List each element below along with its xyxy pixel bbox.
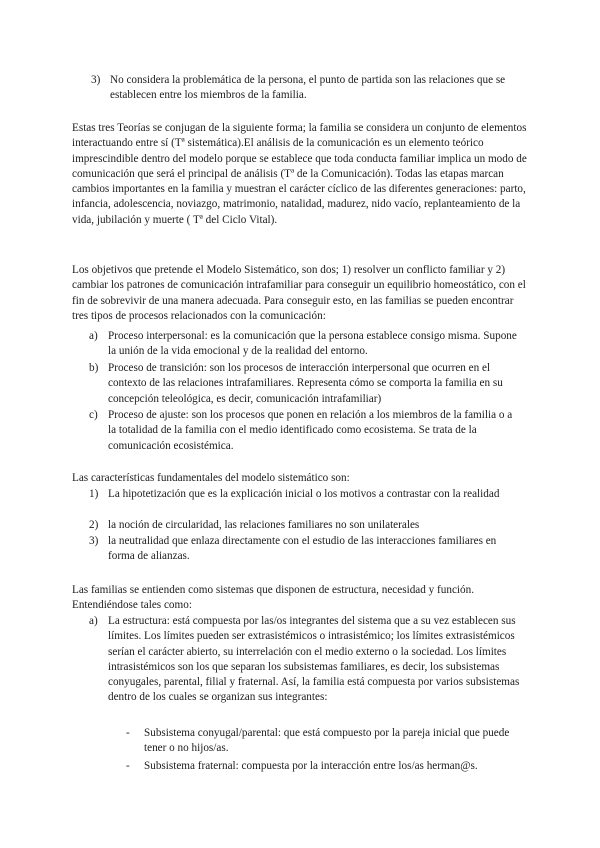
paragraph: Las familias se entienden como sistemas que disponen de estructura, necesidad y función. Entendiéndose tales como: bbox=[72, 584, 475, 612]
list-item-text: la neutralidad que enlaza directamente con el estudio de las interacciones familiares en forma de alianzas. bbox=[108, 535, 497, 563]
list-item-text: La hipotetización que es la explicación inicial o los motivos a contrastar con la realidad bbox=[108, 488, 500, 500]
list-item-text: La estructura: está compuesta por las/os integrantes del sistema que a su vez establecen sus límites. Los límites pueden ser extrasistémicos o intrasistémico; los límites extrasistémicos serían el carácter abierto, su interrelación con el medio externo o la sociedad. Los límites intrasistémicos son los que separan los subsistemas familiares, es decir, los subsistemas conyugales, parental, filial y fraternal. Así, la familia está compuesta por varios subsistemas dentro de los cuales se organizan sus integrantes: bbox=[108, 615, 520, 704]
list-marker: 2) bbox=[89, 519, 99, 531]
list-marker: 3) bbox=[89, 535, 99, 547]
list-marker: c) bbox=[89, 409, 98, 421]
sub-list-item-text: Subsistema conyugal/parental: que está compuesto por la pareja inicial que puede tener o no hijos/as. bbox=[144, 727, 510, 755]
list-item-text: No considera la problemática de la persona, el punto de partida son las relaciones que se establecen entre los miembros de la familia. bbox=[110, 74, 506, 102]
sub-list-item-text: Subsistema fraternal: compuesta por la interacción entre los/as herman@s. bbox=[144, 760, 478, 772]
list-marker: b) bbox=[89, 362, 99, 374]
list-item-text: Proceso de ajuste: son los procesos que ponen en relación a los miembros de la familia o a la totalidad de la familia con el medio identificado como ecosistema. Se trata de la comunicación ecosistémica. bbox=[108, 409, 513, 452]
paragraph: Estas tres Teorías se conjugan de la siguiente forma; la familia se considera un conjunto de elementos interactuando entre sí (Tª sistemática).El análisis de la comunicación es un elemento teórico imprescindible dentro del modelo porque se establece que toda conducta familiar implica un modo de comunicación que será el principal de análisis (Tª de la Comunicación). Todas las etapas marcan cambios importantes en la familia y muestran el carácter cíclico de las diferentes generaciones: parto, infancia, adolescencia, noviazgo, matrimonio, natalidad, madurez, nido vacío, replanteamiento de la vida, jubilación y muerte ( Tª del Ciclo Vital). bbox=[72, 122, 527, 226]
list-item-text: la noción de circularidad, las relaciones familiares no son unilaterales bbox=[108, 519, 420, 531]
dash-marker: - bbox=[126, 727, 130, 739]
list-marker: 3) bbox=[91, 74, 101, 86]
list-marker: a) bbox=[89, 615, 98, 627]
list-item-text: Proceso interpersonal: es la comunicación que la persona establece consigo misma. Supone la unión de la vida emocional y de la realidad del entorno. bbox=[108, 330, 517, 358]
list-marker: 1) bbox=[89, 488, 99, 500]
list-item-text: Proceso de transición: son los procesos de interacción interpersonal que ocurren en el contexto de las relaciones intrafamiliares. Representa cómo se comporta la familia en su concepción teleológica, es decir, comunicación intrafamiliar) bbox=[108, 362, 503, 405]
paragraph: Los objetivos que pretende el Modelo Sistemático, son dos; 1) resolver un conflicto familiar y 2) cambiar los patrones de comunicación intrafamiliar para conseguir un equilibrio homeostático, con el fin de sobrevivir de una manera adecuada. Para conseguir esto, en las familias se pueden encontrar tres tipos de procesos relacionados con la comunicación: bbox=[72, 264, 526, 322]
paragraph: Las características fundamentales del modelo sistemático son: bbox=[72, 472, 350, 484]
dash-marker: - bbox=[126, 760, 130, 772]
list-marker: a) bbox=[89, 330, 98, 342]
